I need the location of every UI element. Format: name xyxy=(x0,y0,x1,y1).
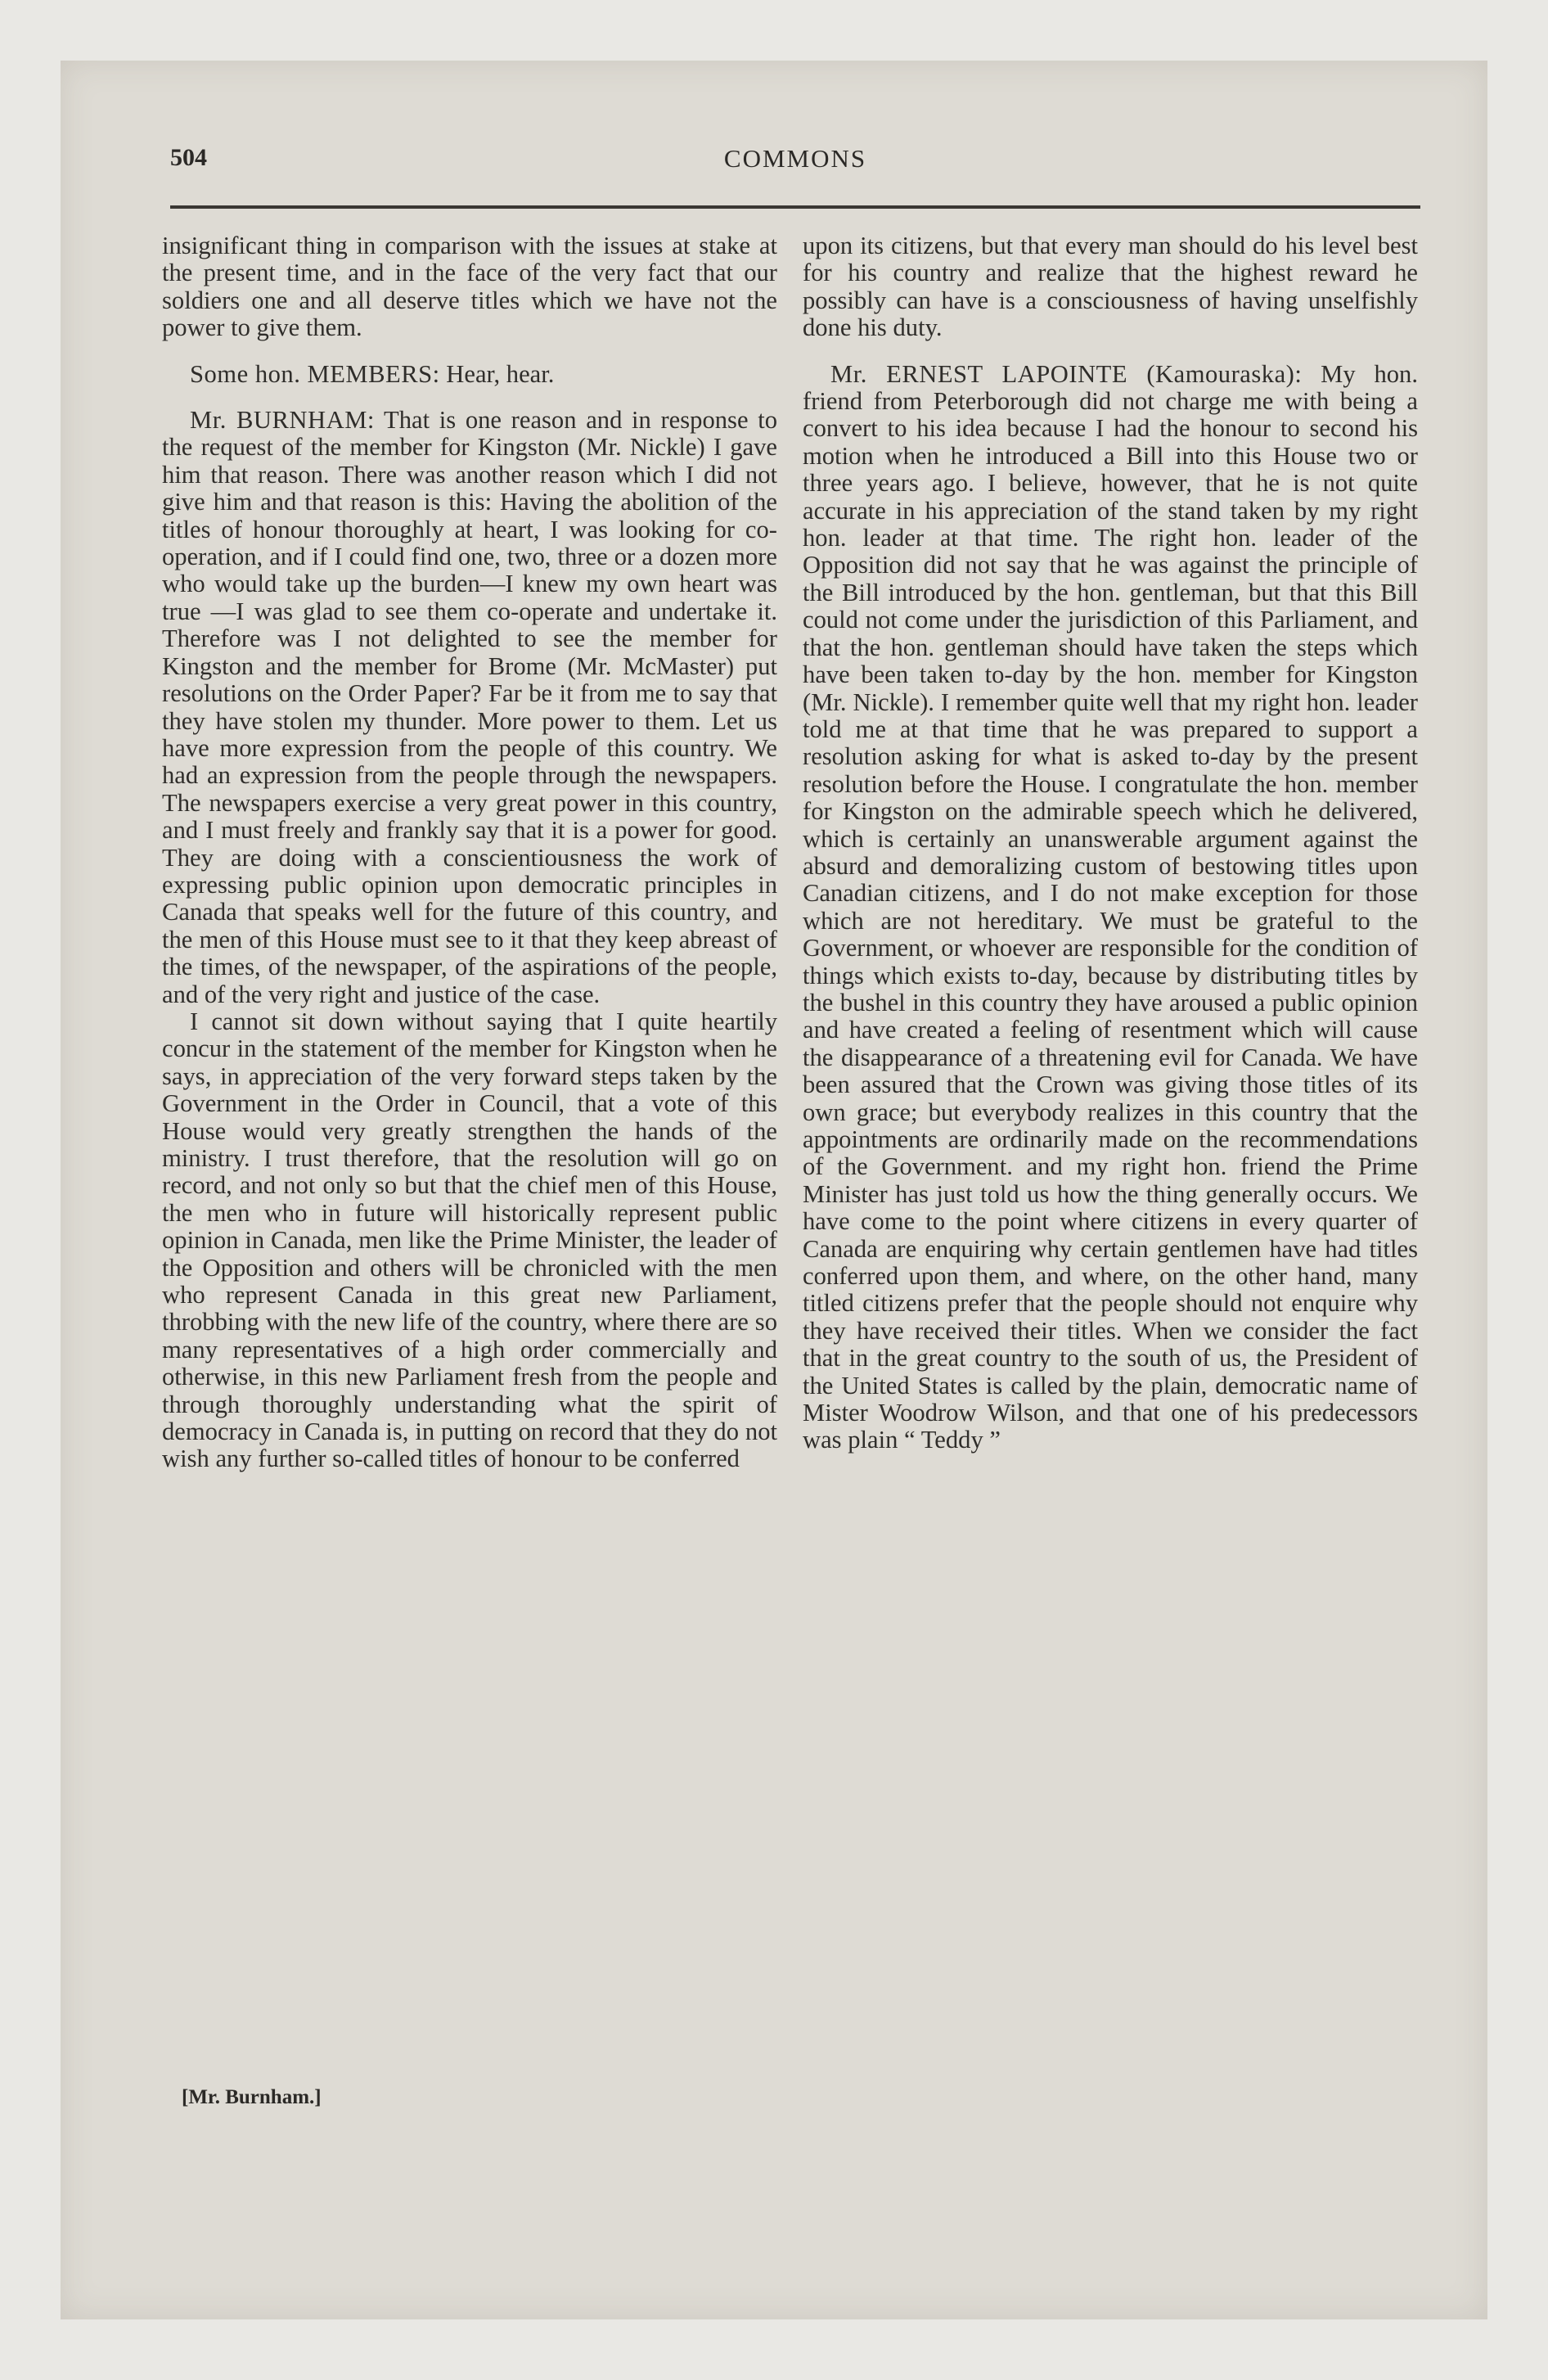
paragraph: upon its citizens, but that every man should do his level best for his country and realize that the highest reward he possibly can have is a consciousness of having unselfishly done his duty. xyxy=(803,232,1418,342)
paragraph xyxy=(803,361,1418,1454)
left-column xyxy=(162,232,777,1473)
header-rule xyxy=(170,205,1420,209)
paragraph-text: My hon. friend from Peterborough did not charge me with being a convert to his idea because I had the honour to second his motion when he introduced a Bill into this House two or three years ago. I believe, however, that he is not quite accurate in his appreciation of the stand taken by my right hon. leader at that time. The right hon. leader of the Opposition did not say that he was against the principle of the Bill introduced by the hon. gentleman, but that this Bill could not come under the jurisdiction of this Parliament, and that the hon. gentleman should have taken the steps which have been taken to-day by the hon. member for Kingston (Mr. Nickle). I remember quite well that my right hon. leader told me at that time that he was prepared to support a resolution asking for what is asked to-day by the present resolution before the House. I congratulate the hon. member for Kingston on the admirable speech which he delivered, which is certainly an unanswerable argument against the absurd and demoralizing custom of bestowing titles upon Canadian citizens, and I do not make exception for those which are not hereditary. We must be grateful to the Government, or whoever are responsible for the condition of things which exists to-day, because by distributing titles by the bushel in this country they have aroused a public opinion and have created a feeling of resentment which will cause the disappearance of a threatening evil for Canada. We have been assured that the Crown was giving those titles of its own grace; but everybody realizes in this country that the appointments are ordinarily made on the recommendations of the Government. and my right hon. friend the Prime Minister has just told us how the thing generally occurs. We have come to the point where citizens in every quarter of Canada are enquiring why certain gentlemen have had titles conferred upon them, and where, on the other hand, many titled citizens prefer that the people should not enquire why they have received their titles. When we consider the fact that in the great country to the south of us, the President of the United States is called by the plain, democratic name of Mister Woodrow Wilson, and that one of his predecessors was plain “ Teddy ” xyxy=(803,359,1418,1454)
speaker-name: Mr. BURNHAM: xyxy=(190,406,375,435)
paragraph-text: Hear, hear. xyxy=(439,359,555,388)
page-title: COMMONS xyxy=(723,144,867,173)
paragraph-text: That is one reason and in response to the request of the member for Kingston (Mr. Nickle) I gave him that reason. There was another reason which I did not give him and that reason is this: Having the abolition of the titles of honour thoroughly at heart, I was looking for co-operation, and if I could find one, two, three or a dozen more who would take up the burden—I knew my own heart was true —I was glad to see them co-operate and undertake it. Therefore was I not delighted to see the member for Kingston and the member for Brome (Mr. McMaster) put resolutions on the Order Paper? Far be it from me to say that they have stolen my thunder. More power to them. Let us have more expression from the people of this country. We had an expression from the people through the newspapers. The newspapers exercise a very great power in this country, and I must freely and frankly say that it is a power for good. They are doing with a conscientiousness the work of expressing public opinion upon democratic principles in Canada that speaks well for the future of this country, and the men of this House must see to it that they keep abreast of the times, of the newspaper, of the aspirations of the people, and of the very right and justice of the case. xyxy=(162,406,778,1008)
speaker-name: Some hon. MEMBERS: xyxy=(190,359,440,388)
right-column xyxy=(803,232,1418,1454)
page-number: 504 xyxy=(170,144,207,171)
paragraph: insignificant thing in comparison with the issues at stake at the present time, and in the face of the very fact that our soldiers one and all deserve titles which we have not the power to give them. xyxy=(162,232,777,342)
speaker-signature: [Mr. Burnham.] xyxy=(182,2086,322,2108)
paragraph xyxy=(162,361,777,388)
speaker-name: Mr. ERNEST LAPOINTE (Kamouraska): xyxy=(830,359,1303,388)
paragraph: I cannot sit down without saying that I quite heartily concur in the statement of the member for Kingston when he says, in appreciation of the very forward steps taken by the Government in the Order in Council, that a vote of this House would very greatly strengthen the hands of the ministry. I trust therefore, that the resolution will go on record, and not only so but that the chief men of this House, the men who in future will historically represent public opinion in Canada, men like the Prime Minister, the leader of the Opposition and others will be chronicled with the men who represent Canada in this great new Parliament, throbbing with the new life of the country, where there are so many representatives of a high order commercially and otherwise, in this new Parliament fresh from the people and through thoroughly understanding what the spirit of democracy in Canada is, in putting on record that they do not wish any further so-called titles of honour to be conferred xyxy=(162,1007,777,1473)
paragraph xyxy=(162,407,777,1008)
page-header xyxy=(170,144,1420,187)
